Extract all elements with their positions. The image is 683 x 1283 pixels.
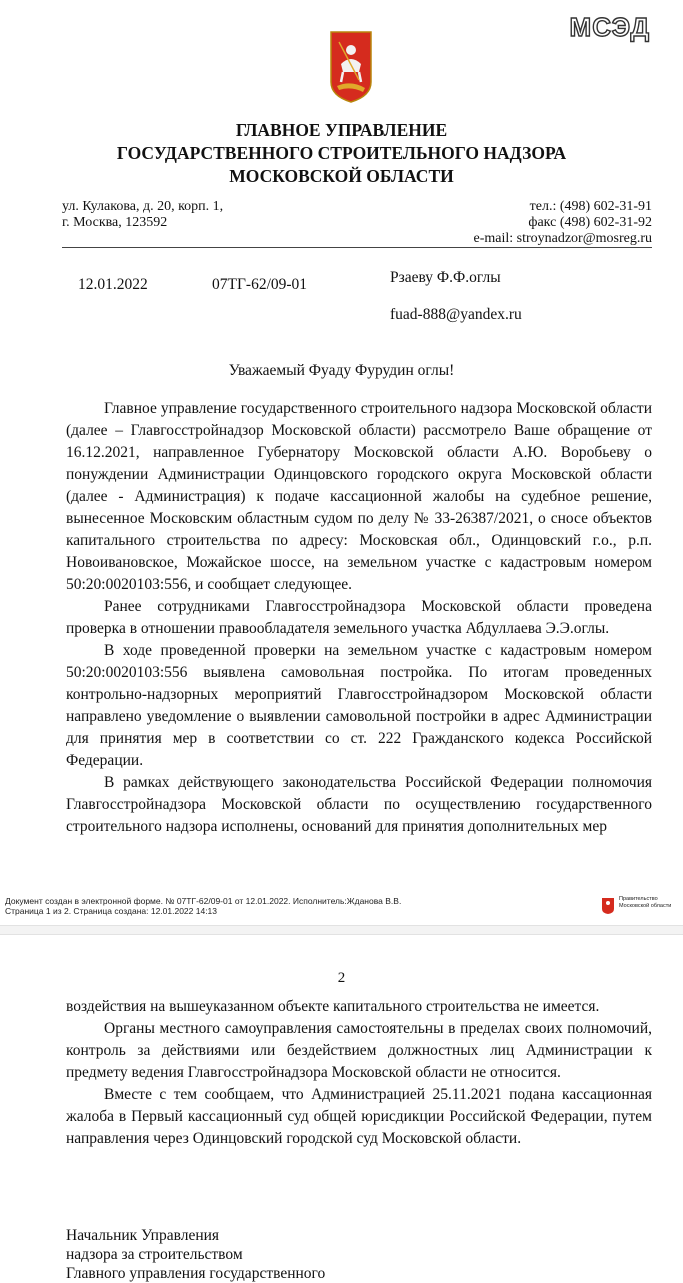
page-separator bbox=[0, 925, 683, 935]
government-logo bbox=[601, 894, 679, 918]
footer-line1: Документ создан в электронной форме. № 07ТГ-62/09-01 от 12.01.2022. Исполнитель:Жданова В.В. bbox=[5, 896, 402, 906]
msed-badge: МСЭД bbox=[569, 12, 650, 42]
letter-date: 12.01.2022 bbox=[78, 276, 148, 293]
paragraph-1: Главное управление государственного строительного надзора Московской области (далее – Главгосстройнадзор Московской области) рассмотрело Ваше обращение от 16.12.2021, направленное Губернатору Московской области А.Ю. Воробьеву о понуждении Администрации Одинцовского городского округа Московской области (далее - Администрация) к подаче кассационной жалобы на судебное решение, вынесенное Московским областным судом по делу № 33-26387/2021, о сносе объектов капитального строительства по адресу: Московская обл., Одинцовский г.о., р.п. Новоивановское, Можайское шоссе, на земельном участке с кадастровым номером 50:20:0020103:556, и сообщает следующее. bbox=[66, 400, 652, 593]
phone: тел.: (498) 602-31-91 bbox=[529, 199, 652, 214]
org-name-line3: МОСКОВСКОЙ ОБЛАСТИ bbox=[229, 166, 454, 186]
gov-emblem-icon bbox=[601, 897, 615, 915]
paragraph-2: Ранее сотрудниками Главгосстройнадзора Московской области проведена проверка в отношении правообладателя земельного участка Абдуллаева Э.Э.оглы. bbox=[66, 598, 652, 637]
recipient-email: fuad-888@yandex.ru bbox=[390, 306, 522, 323]
gov-text bbox=[619, 896, 671, 910]
signature-line3: Главного управления государственного bbox=[66, 1265, 326, 1282]
page-number: 2 bbox=[337, 970, 346, 986]
address-line2: г. Москва, 123592 bbox=[62, 215, 168, 230]
recipient-name: Рзаеву Ф.Ф.оглы bbox=[390, 269, 501, 286]
org-name-line2: ГОСУДАРСТВЕННОГО СТРОИТЕЛЬНОГО НАДЗОРА bbox=[116, 143, 567, 163]
letter-number: 07ТГ-62/09-01 bbox=[212, 276, 308, 293]
paragraph-5: Органы местного самоуправления самостоятельны в пределах своих полномочий, контроль за действиями или бездействием должностных лиц Администрации к предмету ведения Главгосстройнадзора Московской области не относится. bbox=[66, 1020, 652, 1081]
gov-text-line1: Правительство bbox=[619, 896, 658, 902]
paragraph-4: В рамках действующего законодательства Российской Федерации полномочия Главгосстройнадзора Московской области по осуществлению государственного строительного надзора исполнены, оснований для принятия дополнительных мер bbox=[66, 774, 652, 835]
page1-body bbox=[66, 398, 652, 838]
address-line1: ул. Кулакова, д. 20, корп. 1, bbox=[62, 199, 224, 214]
signature-block bbox=[66, 1226, 325, 1283]
org-name-line1: ГЛАВНОЕ УПРАВЛЕНИЕ bbox=[235, 120, 448, 140]
fax: факс (498) 602-31-92 bbox=[528, 215, 652, 230]
footer-line2: Страница 1 из 2. Страница создана: 12.01.2022 14:13 bbox=[5, 906, 218, 916]
greeting: Уважаемый Фуаду Фурудин оглы! bbox=[228, 362, 455, 379]
page2-body bbox=[66, 996, 652, 1150]
signature-line2: надзора за строительством bbox=[66, 1246, 243, 1263]
paragraph-continued: воздействия на вышеуказанном объекте капитального строительства не имеется. bbox=[66, 998, 600, 1015]
email-link: e-mail: stroynadzor@mosreg.ru bbox=[473, 231, 652, 246]
signature-line1: Начальник Управления bbox=[66, 1227, 220, 1244]
paragraph-6: Вместе с тем сообщаем, что Администрацией 25.11.2021 подана кассационная жалоба в Первый кассационный суд общей юрисдикции Российской Федерации, путем направления через Одинцовский городской суд Московской области. bbox=[66, 1086, 652, 1147]
coat-of-arms-emblem bbox=[329, 30, 373, 104]
gov-text-line2: Московской области bbox=[619, 903, 672, 909]
header-divider bbox=[62, 247, 652, 248]
document-footer bbox=[5, 896, 401, 916]
paragraph-3: В ходе проведенной проверки на земельном участке с кадастровым номером 50:20:0020103:556 выявлена самовольная постройка. По итогам проведенных контрольно-надзорных мероприятий Главгосстройнадзором Московской области направлено уведомление о выявлении самовольной постройки в адрес Администрации для принятия мер в соответствии со ст. 222 Гражданского кодекса Российской Федерации. bbox=[66, 642, 652, 769]
